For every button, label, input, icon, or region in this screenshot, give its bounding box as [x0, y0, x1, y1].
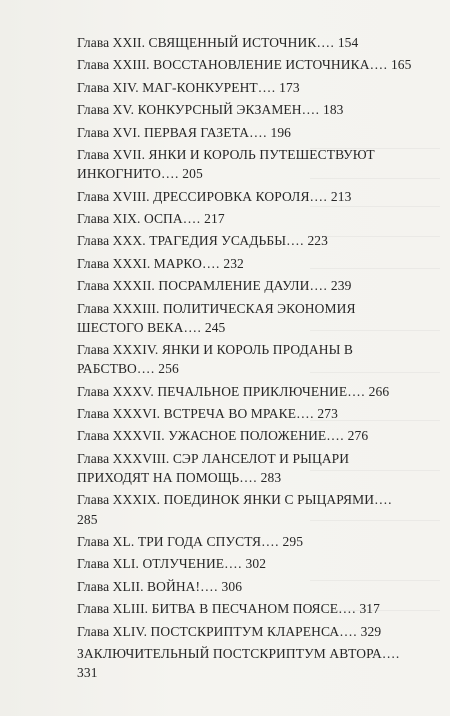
leader-dots: ….: [309, 188, 328, 204]
leader-dots: ….: [316, 35, 335, 50]
page-number: 285: [77, 511, 98, 527]
chapter-number: Глава XLIII.: [77, 601, 149, 617]
chapter-title: МАГ-КОНКУРЕНТ: [142, 79, 258, 95]
chapter-number: Глава XLII.: [77, 578, 144, 594]
chapter-number: Глава XXXIV.: [77, 342, 159, 358]
page-number: 245: [204, 319, 226, 335]
chapter-title: ВОЙНА!: [147, 578, 201, 594]
chapter-number: Глава XL.: [77, 534, 135, 550]
page-number: 331: [77, 665, 98, 681]
chapter-title: ПЕЧАЛЬНОЕ ПРИКЛЮЧЕНИЕ: [157, 383, 348, 399]
page-number: 154: [337, 35, 359, 50]
page-number: 183: [322, 102, 344, 118]
toc-entry: [77, 426, 412, 445]
leader-dots: ….: [339, 623, 358, 639]
toc-entry: [77, 78, 412, 97]
toc-entry: [77, 299, 412, 337]
chapter-number: Глава XXXV.: [77, 383, 154, 399]
toc-entry: [77, 100, 412, 119]
leader-dots: ….: [224, 556, 243, 572]
chapter-title: ТРИ ГОДА СПУСТЯ: [137, 534, 262, 550]
page-number: 223: [307, 233, 329, 249]
table-of-contents: [77, 33, 412, 686]
toc-entry: [77, 622, 412, 641]
chapter-number: Глава XIV.: [77, 79, 139, 95]
toc-entry: [77, 209, 412, 228]
toc-entry: [77, 276, 412, 295]
toc-entry: [77, 490, 412, 528]
leader-dots: ….: [182, 210, 201, 226]
toc-entry: [77, 532, 412, 551]
chapter-title: ПОСРАМЛЕНИЕ ДАУЛИ: [158, 278, 310, 294]
leader-dots: ….: [338, 601, 356, 617]
chapter-number: Глава XVI.: [77, 124, 141, 140]
page-number: 317: [359, 601, 381, 617]
page-number: 283: [260, 470, 282, 486]
chapter-title: ПОЕДИНОК ЯНКИ С РЫЦАРЯМИ: [163, 492, 375, 508]
leader-dots: ….: [326, 428, 345, 444]
leader-dots: ….: [381, 646, 400, 661]
leader-dots: ….: [347, 383, 366, 399]
page-number: 232: [223, 255, 244, 271]
leader-dots: ….: [200, 578, 219, 594]
page-number: 266: [368, 383, 390, 399]
chapter-title: КОНКУРСНЫЙ ЭКЗАМЕН: [137, 102, 302, 118]
page-number: 295: [282, 534, 304, 550]
page-number: 302: [245, 556, 267, 572]
chapter-number: Глава XXXIX.: [77, 492, 161, 508]
toc-entry: [77, 254, 412, 273]
leader-dots: ….: [239, 470, 258, 486]
page-number: 205: [182, 166, 203, 182]
chapter-number: Глава XVII.: [77, 146, 146, 162]
leader-dots: ….: [296, 406, 314, 422]
page-number: 329: [360, 623, 382, 639]
chapter-title: ЯНКИ И КОРОЛЬ ПРОДАНЫ В РАБСТВО: [77, 342, 354, 377]
toc-entry: [77, 404, 412, 423]
chapter-number: Глава XVIII.: [77, 188, 150, 204]
chapter-title: УЖАСНОЕ ПОЛОЖЕНИЕ: [168, 428, 327, 444]
leader-dots: ….: [136, 361, 155, 377]
toc-entry: [77, 123, 412, 142]
chapter-number: Глава XXXVIII.: [77, 450, 170, 466]
toc-entry: [77, 577, 412, 596]
leader-dots: ….: [257, 79, 276, 95]
toc-entry: [77, 599, 412, 618]
chapter-number: Глава XXXIII.: [77, 300, 160, 316]
leader-dots: ….: [369, 57, 388, 73]
page-number: 239: [330, 278, 352, 294]
chapter-number: Глава XXXVI.: [77, 406, 161, 422]
page-number: 276: [347, 428, 369, 444]
chapter-title: МАРКО: [153, 255, 202, 271]
toc-entry: [77, 382, 412, 401]
chapter-title: СВЯЩЕННЫЙ ИСТОЧНИК: [148, 35, 317, 50]
page-number: 273: [317, 406, 338, 422]
chapter-title: ТРАГЕДИЯ УСАДЬБЫ: [149, 233, 287, 249]
toc-final-entry: [77, 644, 412, 682]
chapter-title: БИТВА В ПЕСЧАНОМ ПОЯСЕ: [151, 601, 339, 617]
chapter-number: Глава XXIII.: [77, 57, 150, 73]
chapter-title: ЯНКИ И КОРОЛЬ ПУТЕШЕСТВУЮТ ИНКОГНИТО: [77, 146, 375, 182]
page-number: 217: [204, 210, 225, 226]
chapter-number: Глава XLI.: [77, 556, 139, 572]
chapter-number: Глава XXX.: [77, 233, 146, 249]
chapter-number: Глава XIX.: [77, 210, 141, 226]
toc-entry: [77, 145, 412, 183]
chapter-title: ОСПА: [143, 210, 183, 226]
page-number: 173: [279, 79, 300, 95]
toc-entry: [77, 231, 412, 250]
chapter-number: Глава XXXVII.: [77, 428, 165, 444]
page-number: 256: [158, 361, 179, 377]
page-number: 165: [390, 57, 412, 73]
page-number: 213: [330, 188, 352, 204]
toc-entry: [77, 340, 412, 378]
leader-dots: ….: [160, 166, 179, 182]
chapter-number: Глава XLIV.: [77, 623, 148, 639]
chapter-number: Глава XXXII.: [77, 278, 155, 294]
toc-entry: [77, 554, 412, 573]
leader-dots: ….: [374, 492, 392, 508]
chapter-title: ПОЛИТИЧЕСКАЯ ЭКОНОМИЯ ШЕСТОГО ВЕКА: [77, 300, 356, 335]
toc-entry: [77, 33, 412, 52]
leader-dots: ….: [309, 278, 328, 294]
page-number: 196: [270, 124, 292, 140]
leader-dots: ….: [286, 233, 304, 249]
chapter-title: ПОСТСКРИПТУМ КЛАРЕНСА: [150, 623, 340, 639]
page-number: 306: [221, 578, 243, 594]
toc-entry: [77, 55, 412, 74]
leader-dots: ….: [249, 124, 267, 140]
chapter-title: ОТЛУЧЕНИЕ: [142, 556, 225, 572]
toc-entry: [77, 449, 412, 487]
leader-dots: ….: [201, 255, 220, 271]
chapter-title: СЭР ЛАНСЕЛОТ И РЫЦАРИ ПРИХОДЯТ НА ПОМОЩЬ: [77, 450, 350, 486]
chapter-title: ДРЕССИРОВКА КОРОЛЯ: [153, 188, 310, 204]
chapter-title: ВСТРЕЧА ВО МРАКЕ: [163, 406, 297, 422]
leader-dots: ….: [261, 534, 280, 550]
leader-dots: ….: [301, 102, 320, 118]
chapter-number: Глава XXII.: [77, 35, 146, 50]
chapter-number: Глава XXXI.: [77, 255, 151, 271]
chapter-title: ВОССТАНОВЛЕНИЕ ИСТОЧНИКА: [153, 57, 370, 73]
toc-entry: [77, 187, 412, 206]
chapter-title: ПЕРВАЯ ГАЗЕТА: [143, 124, 250, 140]
leader-dots: ….: [183, 319, 202, 335]
final-title: ЗАКЛЮЧИТЕЛЬНЫЙ ПОСТСКРИПТУМ АВТОРА: [77, 646, 382, 661]
chapter-number: Глава XV.: [77, 102, 135, 118]
